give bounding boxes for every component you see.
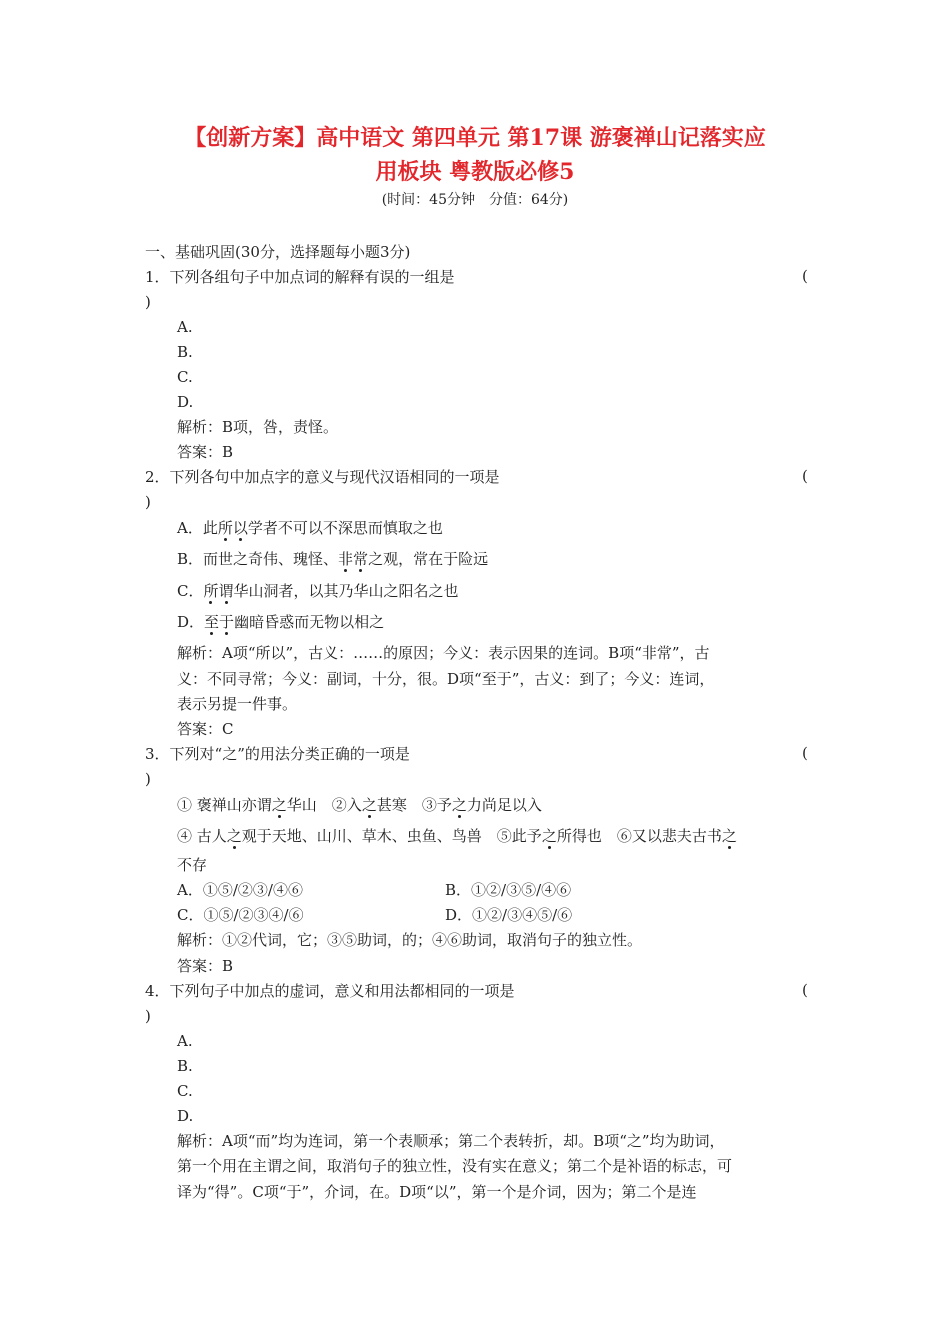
q4-option-a: A. (177, 1032, 193, 1050)
dotted-char: 所 (203, 582, 219, 600)
q4-option-b: B. (177, 1057, 193, 1075)
q1-option-d: D. (177, 393, 194, 411)
q2-analysis-line3: 表示另提一件事。 (177, 695, 298, 713)
q4-option-c: C. (177, 1082, 193, 1100)
dotted-char: 非 (338, 550, 354, 568)
dotted-char: 至 (204, 613, 220, 631)
dotted-char: 之 (451, 796, 467, 814)
q2-option-a: A．此所以学者不可以不深思而慎取之也 (177, 519, 443, 537)
q3-sentences-4-6: ④ 古人之观于天地、山川、草木、虫鱼、鸟兽 ⑤此予之所得也 ⑥又以悲夫古书之 (177, 827, 737, 845)
q1-answer-paren-open: ( (802, 267, 808, 285)
q2-analysis-line2: 义：不同寻常；今义：副词，十分，很。D项“至于”，古义：到了；今义：连词， (177, 670, 715, 688)
q2-answer: 答案：C (177, 720, 234, 738)
q1-answer: 答案：B (177, 443, 234, 461)
document-title-line1: 【创新方案】高中语文 第四单元 第17课 游褒禅山记落实应 (184, 125, 766, 151)
q2-option-c: C．所谓华山洞者，以其乃华山之阳名之也 (177, 582, 459, 600)
q1-analysis: 解析：B项，咎，责怪。 (177, 418, 339, 436)
q3-answer-paren-close: ) (145, 770, 151, 788)
q4-option-d: D. (177, 1107, 194, 1125)
q3-analysis: 解析：①②代词，它；③⑤助词，的；④⑥助词，取消句子的独立性。 (177, 931, 643, 949)
q4-answer-paren-close: ) (145, 1007, 151, 1025)
q3-sentences-1-3: ① 褒禅山亦谓之华山 ②入之甚寒 ③予之力尚足以入 (177, 796, 542, 814)
dotted-char: 常 (353, 550, 369, 568)
q1-option-a: A. (177, 318, 193, 336)
q2-stem: 2．下列各句中加点字的意义与现代汉语相同的一项是 (145, 468, 500, 486)
q1-answer-paren-close: ) (145, 293, 151, 311)
q3-option-a: A．①⑤/②③/④⑥ (177, 881, 303, 899)
q3-option-d: D．①②/③④⑤/⑥ (445, 906, 573, 924)
dotted-char: 所 (217, 519, 233, 537)
q1-option-b: B. (177, 343, 193, 361)
dotted-char: 以 (232, 519, 248, 537)
q2-answer-paren-open: ( (802, 467, 808, 485)
q3-stem: 3．下列对“之”的用法分类正确的一项是 (145, 745, 410, 763)
q2-option-d: D．至于幽暗昏惑而无物以相之 (177, 613, 385, 631)
q3-sentence-continuation: 不存 (177, 856, 208, 874)
dotted-char: 之 (721, 827, 737, 845)
q3-option-b: B．①②/③⑤/④⑥ (445, 881, 572, 899)
q4-stem: 4．下列句子中加点的虚词，意义和用法都相同的一项是 (145, 982, 515, 1000)
q1-stem: 1．下列各组句子中加点词的解释有误的一组是 (145, 268, 455, 286)
document-title-line2: 用板块 粤教版必修5 (375, 159, 575, 185)
dotted-char: 之 (271, 796, 287, 814)
time-score-info: (时间：45分钟 分值：64分) (381, 192, 569, 208)
dotted-char: 之 (361, 796, 377, 814)
dotted-char: 谓 (218, 582, 234, 600)
q2-analysis-line1: 解析：A项“所以”，古义：……的原因；今义：表示因果的连词。B项“非常”，古 (177, 644, 710, 662)
q3-option-c: C．①⑤/②③④/⑥ (177, 906, 304, 924)
q4-analysis-line1: 解析：A项“而”均为连词，第一个表顺承；第二个表转折，却。B项“之”均为助词， (177, 1132, 725, 1150)
q1-option-c: C. (177, 368, 193, 386)
q3-answer: 答案：B (177, 957, 234, 975)
dotted-char: 于 (219, 613, 235, 631)
dotted-char: 之 (541, 827, 557, 845)
q3-answer-paren-open: ( (802, 744, 808, 762)
q2-answer-paren-close: ) (145, 493, 151, 511)
q2-option-b: B．而世之奇伟、瑰怪、非常之观，常在于险远 (177, 550, 489, 568)
dotted-char: 之 (226, 827, 242, 845)
q4-analysis-line3: 译为“得”。C项“于”，介词，在。D项“以”，第一个是介词，因为；第二个是连 (177, 1183, 697, 1201)
section-heading: 一、基础巩固(30分，选择题每小题3分) (145, 243, 411, 261)
q4-analysis-line2: 第一个用在主谓之间，取消句子的独立性，没有实在意义；第二个是补语的标志，可 (177, 1157, 733, 1175)
q4-answer-paren-open: ( (802, 981, 808, 999)
